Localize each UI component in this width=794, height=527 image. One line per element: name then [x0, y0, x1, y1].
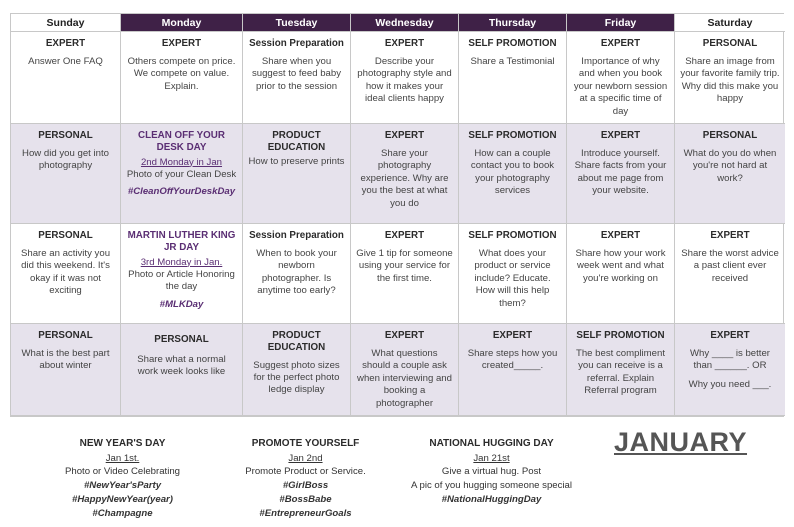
calendar-cell: [11, 324, 121, 416]
cell-title: EXPERT: [600, 38, 641, 49]
cell-text: What does your product or service include? Educate. How will this help them?: [474, 247, 551, 309]
footer-hashtag: #NewYear'sParty: [83, 480, 162, 492]
cell-text: Share what a normal work week looks like: [137, 353, 226, 378]
cell-text: What do you do when you're not hard at work?: [683, 147, 777, 184]
cell-text: Share an activity you did this weekend. It's okay if it was not exciting: [20, 247, 111, 297]
cell-title: EXPERT: [710, 330, 750, 341]
cell-text: Photo or Article Honoring the day: [128, 268, 235, 293]
calendar-cell: [459, 224, 567, 324]
footer-hashtag: #NationalHuggingDay: [441, 494, 542, 506]
cell-text: Others compete on price. We compete on value. Explain.: [127, 55, 236, 92]
calendar-cell: [567, 224, 675, 324]
cell-title: EXPERT: [384, 230, 425, 241]
cell-text: Give 1 tip for someone using your service for the first time.: [356, 247, 453, 284]
day-header-monday: Monday: [121, 14, 243, 32]
calendar-cell: [675, 32, 785, 124]
footer-hashtag: #HappyNewYear(year): [72, 494, 173, 506]
calendar-cell: [11, 224, 121, 324]
footer-event-date: Jan 21st: [473, 452, 510, 464]
cell-text: Importance of why and when you book your newborn session at a specific time of day: [573, 55, 668, 117]
footer-event-text: A pic of you hugging someone special: [410, 480, 573, 492]
cell-title: Session Preparation: [249, 38, 344, 49]
calendar-cell: [243, 224, 351, 324]
cell-title: PERSONAL: [154, 334, 209, 345]
holiday-date-link[interactable]: 2nd Monday in Jan: [140, 156, 223, 168]
footer-hashtag: #Champagne: [92, 508, 153, 520]
cell-title: EXPERT: [384, 130, 425, 141]
calendar-cell: [243, 324, 351, 416]
cell-text: How to preserve prints: [248, 155, 345, 167]
cell-text: What is the best part about winter: [21, 347, 110, 372]
footer-event-text: Promote Product or Service.: [245, 466, 366, 478]
cell-text: Share how your work week went and what you're working on: [575, 247, 666, 284]
cell-title: PRODUCT EDUCATION: [267, 330, 326, 353]
cell-text: Why you need ___.: [688, 378, 772, 390]
cell-title: EXPERT: [45, 38, 86, 49]
holiday-date-link[interactable]: 3rd Monday in Jan.: [140, 256, 223, 268]
cell-title: PERSONAL: [38, 330, 93, 341]
calendar-cell: [675, 224, 785, 324]
cell-title: EXPERT: [161, 38, 202, 49]
footer-event-text: Give a virtual hug. Post: [441, 466, 542, 478]
cell-text: What questions should a couple ask when interviewing and booking a photographer: [357, 347, 452, 409]
calendar-grid: [10, 13, 784, 417]
footer-hashtag: #BossBabe: [279, 494, 332, 506]
calendar-cell: [243, 32, 351, 124]
cell-text: Share your photography experience. Why are you the best at what you do: [360, 147, 449, 209]
cell-text: Photo of your Clean Desk: [126, 168, 237, 180]
cell-title: PERSONAL: [38, 230, 93, 241]
day-header-friday: Friday: [567, 14, 675, 32]
day-header-tuesday: Tuesday: [243, 14, 351, 32]
cell-text: Share an image from your favorite family trip. Why did this make you happy: [680, 55, 780, 105]
calendar-cell: [675, 124, 785, 224]
calendar-cell: [675, 324, 785, 416]
holiday-title: MARTIN LUTHER KING JR DAY: [127, 230, 236, 253]
footer-hashtag: #EntrepreneurGoals: [259, 508, 352, 520]
cell-title: EXPERT: [384, 330, 425, 341]
cell-title: Session Preparation: [249, 230, 344, 241]
cell-text: Share a Testimonial: [470, 55, 555, 67]
cell-text: How can a couple contact you to book your photography services: [470, 147, 555, 197]
footer-event-date: Jan 1st.: [105, 452, 140, 464]
cell-title: EXPERT: [600, 230, 641, 241]
calendar-cell: [121, 324, 243, 416]
footer-event-national-hugging-day: [404, 437, 579, 507]
holiday-cell: [121, 224, 243, 324]
footer-event-date: Jan 2nd: [288, 452, 323, 464]
footer-event-promote-yourself: [223, 437, 388, 521]
calendar-cell: [351, 124, 459, 224]
calendar-cell: [459, 124, 567, 224]
calendar-cell: [11, 124, 121, 224]
calendar-cell: [567, 324, 675, 416]
footer-event-new-years: [40, 437, 205, 521]
cell-text: Why ____ is better than ______. OR: [690, 347, 770, 372]
calendar-cell: [567, 124, 675, 224]
holiday-cell: [121, 124, 243, 224]
cell-title: PERSONAL: [702, 130, 758, 141]
cell-text: Describe your photography style and how it makes your ideal clients happy: [357, 55, 452, 105]
cell-title: PERSONAL: [38, 130, 93, 141]
calendar-cell: [11, 32, 121, 124]
cell-text: Share steps how you created_____.: [467, 347, 558, 372]
calendar-cell: [459, 32, 567, 124]
cell-text: Answer One FAQ: [28, 55, 103, 67]
cell-text: How did you get into photography: [22, 147, 109, 172]
day-header-sunday: Sunday: [11, 14, 121, 32]
cell-text: Share the worst advice a past client ever received: [681, 247, 779, 284]
footer-event-title: NATIONAL HUGGING DAY: [429, 438, 554, 449]
calendar-cell: [351, 224, 459, 324]
cell-title: EXPERT: [384, 38, 425, 49]
cell-title: SELF PROMOTION: [468, 38, 557, 49]
cell-title: SELF PROMOTION: [576, 330, 665, 341]
cell-title: PRODUCT EDUCATION: [267, 130, 326, 153]
cell-title: EXPERT: [710, 230, 750, 241]
cell-title: SELF PROMOTION: [468, 230, 557, 241]
hashtag: #CleanOffYourDeskDay: [127, 186, 236, 198]
footer-hashtag: #GirlBoss: [282, 480, 329, 492]
day-header-wednesday: Wednesday: [351, 14, 459, 32]
cell-title: PERSONAL: [702, 38, 758, 49]
calendar-cell: [351, 324, 459, 416]
calendar-cell: [121, 32, 243, 124]
footer-event-title: PROMOTE YOURSELF: [251, 438, 360, 449]
cell-text: Suggest photo sizes for the perfect photo ledge display: [253, 359, 340, 396]
calendar-cell: [567, 32, 675, 124]
footer-event-text: Photo or Video Celebrating: [64, 466, 181, 478]
day-header-thursday: Thursday: [459, 14, 567, 32]
cell-text: Introduce yourself. Share facts from your about me page from your website.: [574, 147, 667, 197]
cell-title: EXPERT: [492, 330, 533, 341]
cell-text: Share when you suggest to feed baby prior to the session: [251, 55, 342, 92]
calendar-cell: [351, 32, 459, 124]
day-header-saturday: Saturday: [675, 14, 785, 32]
cell-title: SELF PROMOTION: [468, 130, 557, 141]
month-title: JANUARY: [614, 427, 748, 457]
footer-event-title: NEW YEAR'S DAY: [79, 438, 166, 449]
cell-text: The best compliment you can receive is a referral. Explain Referral program: [575, 347, 666, 397]
calendar-cell: [459, 324, 567, 416]
calendar-cell: [243, 124, 351, 224]
holiday-title: CLEAN OFF YOUR DESK DAY: [138, 130, 225, 153]
cell-text: When to book your newborn photographer. Is anytime too early?: [256, 247, 337, 297]
cell-title: EXPERT: [600, 130, 641, 141]
hashtag: #MLKDay: [159, 298, 204, 310]
